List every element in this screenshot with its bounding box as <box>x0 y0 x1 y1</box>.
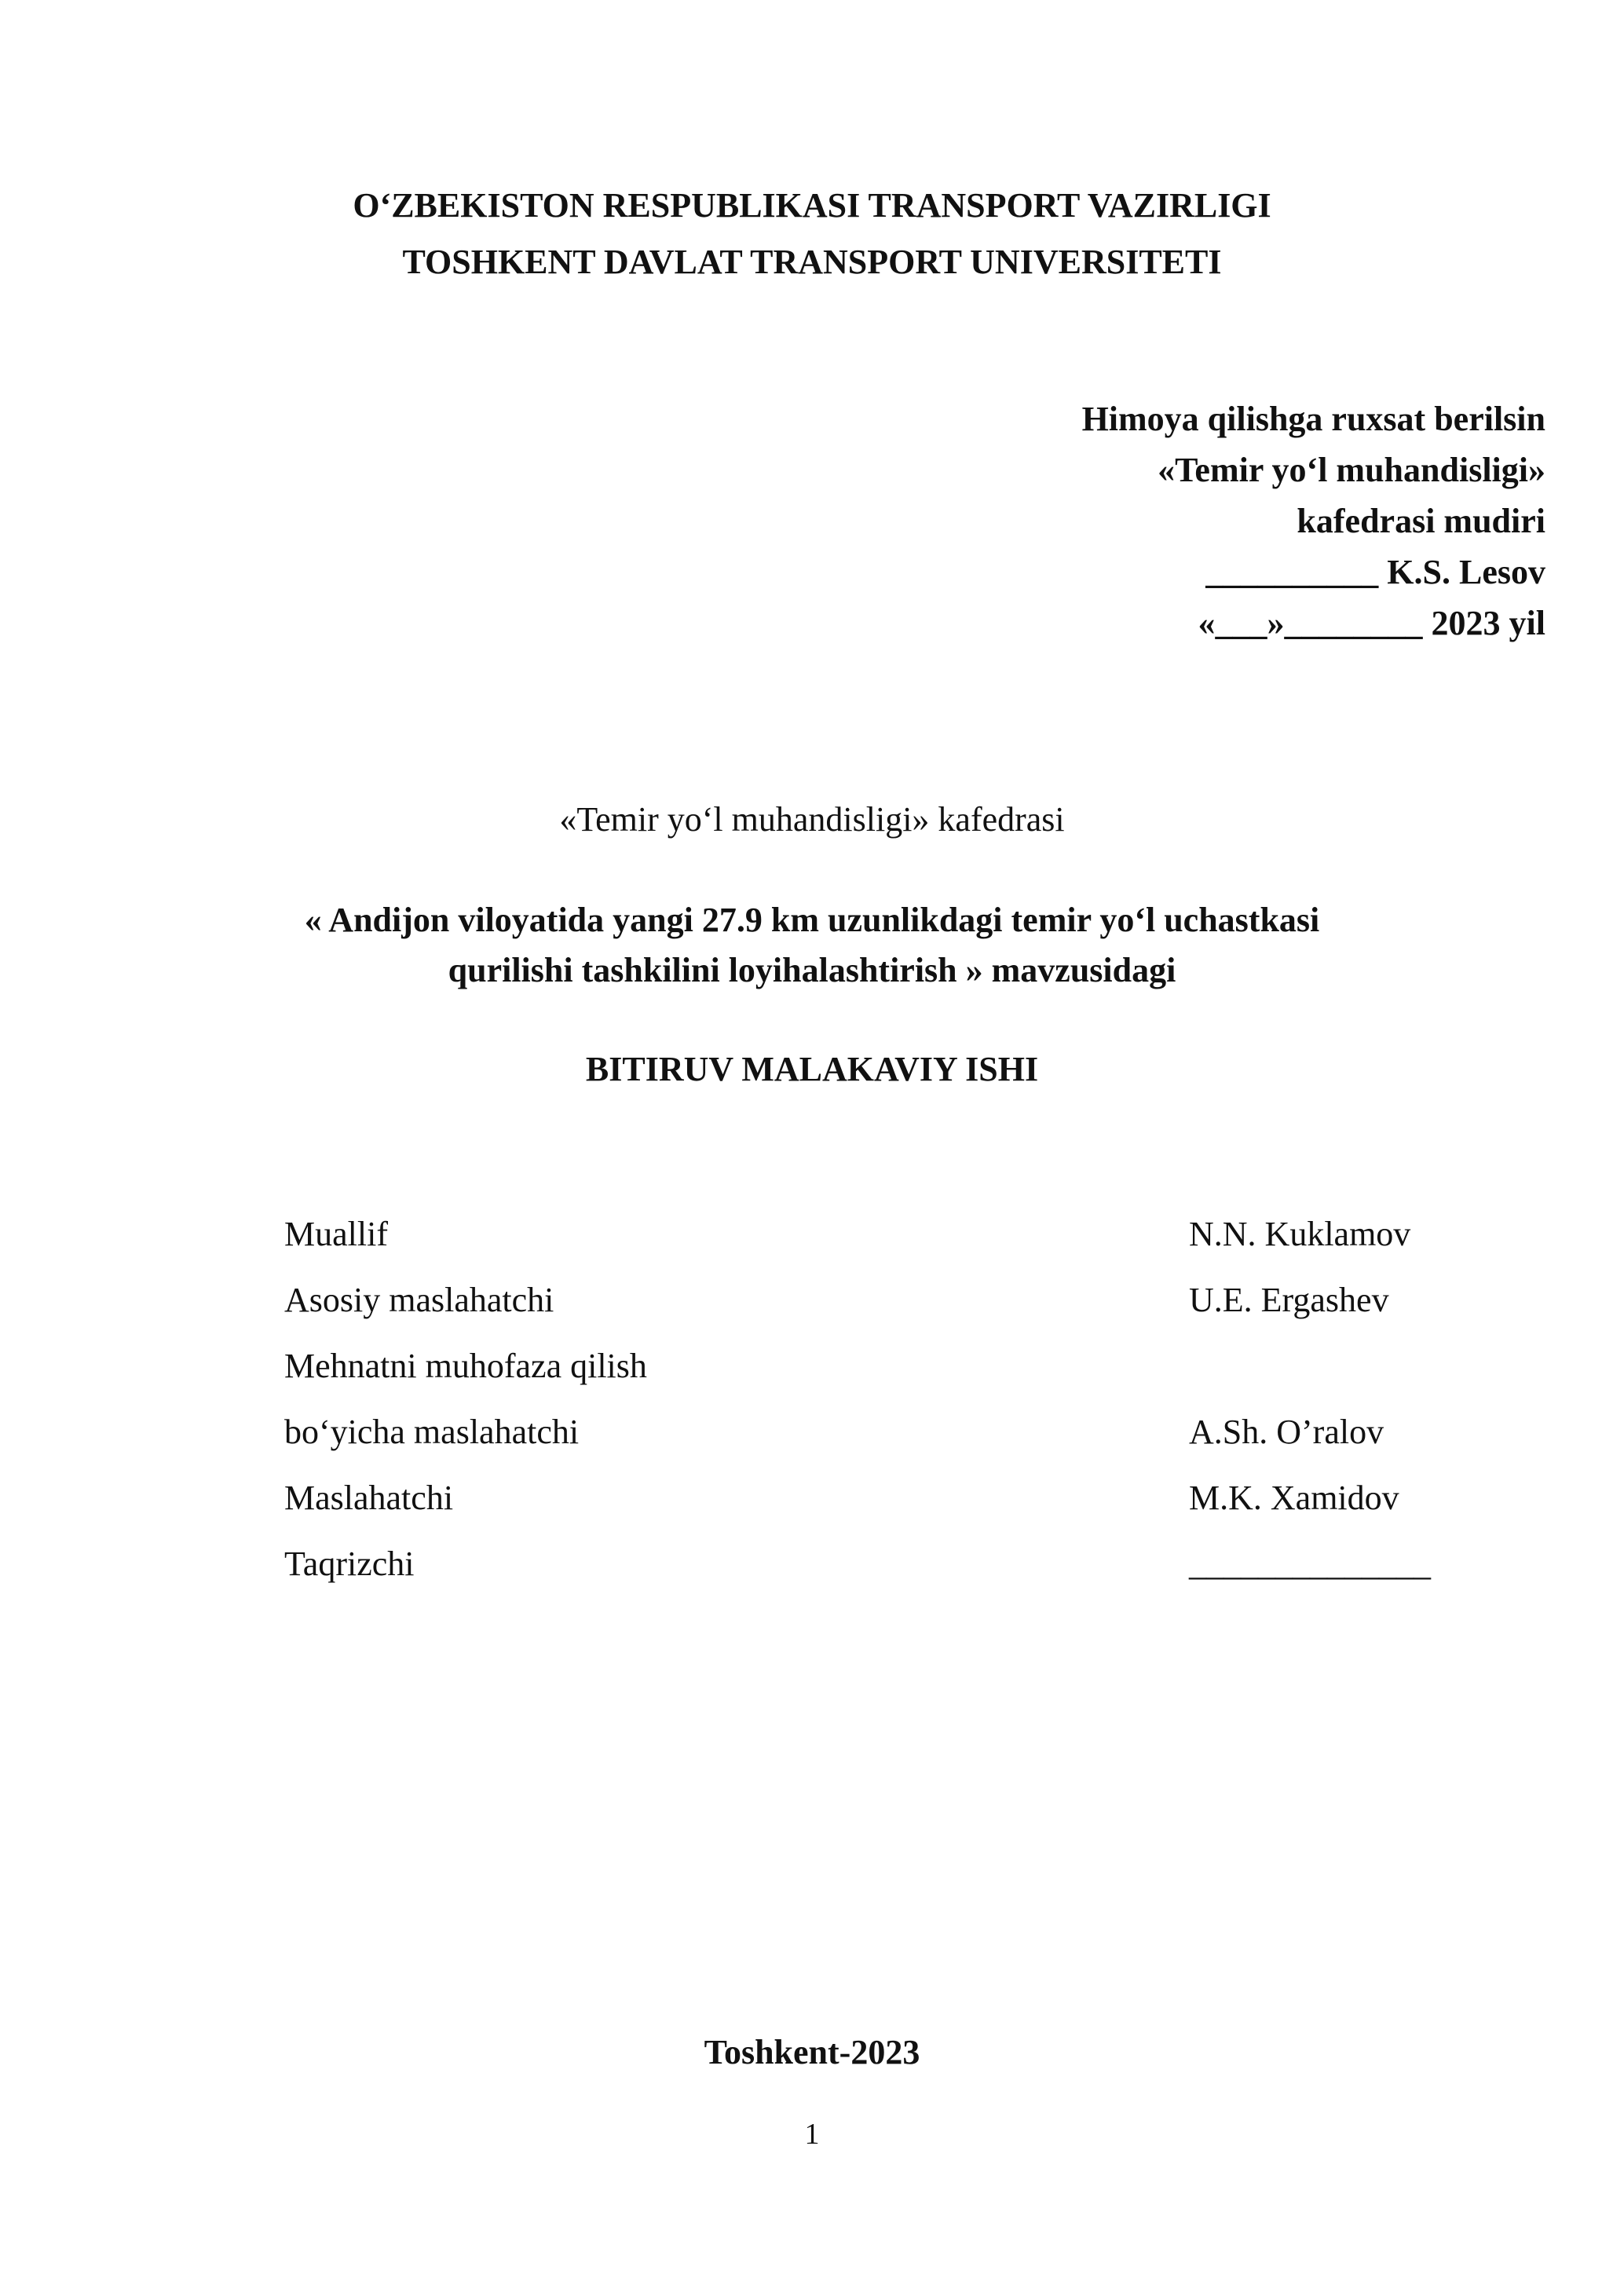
team-name-main-advisor: U.E. Ergashev <box>1189 1281 1389 1319</box>
approval-line-head-title: kafedrasi mudiri <box>1297 502 1545 540</box>
city-year: Toshkent-2023 <box>704 2033 920 2071</box>
team-role-reviewer: Taqrizchi <box>284 1545 415 1583</box>
team-role-advisor: Maslahatchi <box>284 1479 454 1517</box>
approval-line-department: «Temir yo‘l muhandisligi» <box>1158 451 1545 489</box>
approval-line-signature: __________ K.S. Lesov <box>1205 553 1545 591</box>
department-name: «Temir yo‘l muhandisligi» kafedrasi <box>559 800 1065 839</box>
team-name-author: N.N. Kuklamov <box>1189 1215 1411 1253</box>
team-name-labor-safety-advisor: A.Sh. O’ralov <box>1189 1413 1384 1451</box>
work-type-title: BITIRUV MALAKAVIY ISHI <box>585 1050 1039 1088</box>
team-name-reviewer: ______________ <box>1189 1545 1431 1583</box>
approval-line-date: «___»________ 2023 yil <box>1198 604 1545 642</box>
topic-line-2: qurilishi tashkilini loyihalashtirish » mavzusidagi <box>448 951 1176 989</box>
university-title: TOSHKENT DAVLAT TRANSPORT UNIVERSITETI <box>402 243 1222 281</box>
team-role-labor-safety-advisor: bo‘yicha maslahatchi <box>284 1413 580 1451</box>
team-role-labor-safety: Mehnatni muhofaza qilish <box>284 1347 647 1385</box>
ministry-title: O‘ZBEKISTON RESPUBLIKASI TRANSPORT VAZIRLIGI <box>353 186 1271 225</box>
topic-line-1: « Andijon viloyatida yangi 27.9 km uzunlikdagi temir yo‘l uchastkasi <box>304 901 1320 939</box>
team-role-author: Muallif <box>284 1215 388 1253</box>
team-name-advisor: M.K. Xamidov <box>1189 1479 1399 1517</box>
approval-line-permission: Himoya qilishga ruxsat berilsin <box>1081 400 1545 438</box>
page-number: 1 <box>804 2118 820 2151</box>
team-role-main-advisor: Asosiy maslahatchi <box>284 1281 554 1319</box>
